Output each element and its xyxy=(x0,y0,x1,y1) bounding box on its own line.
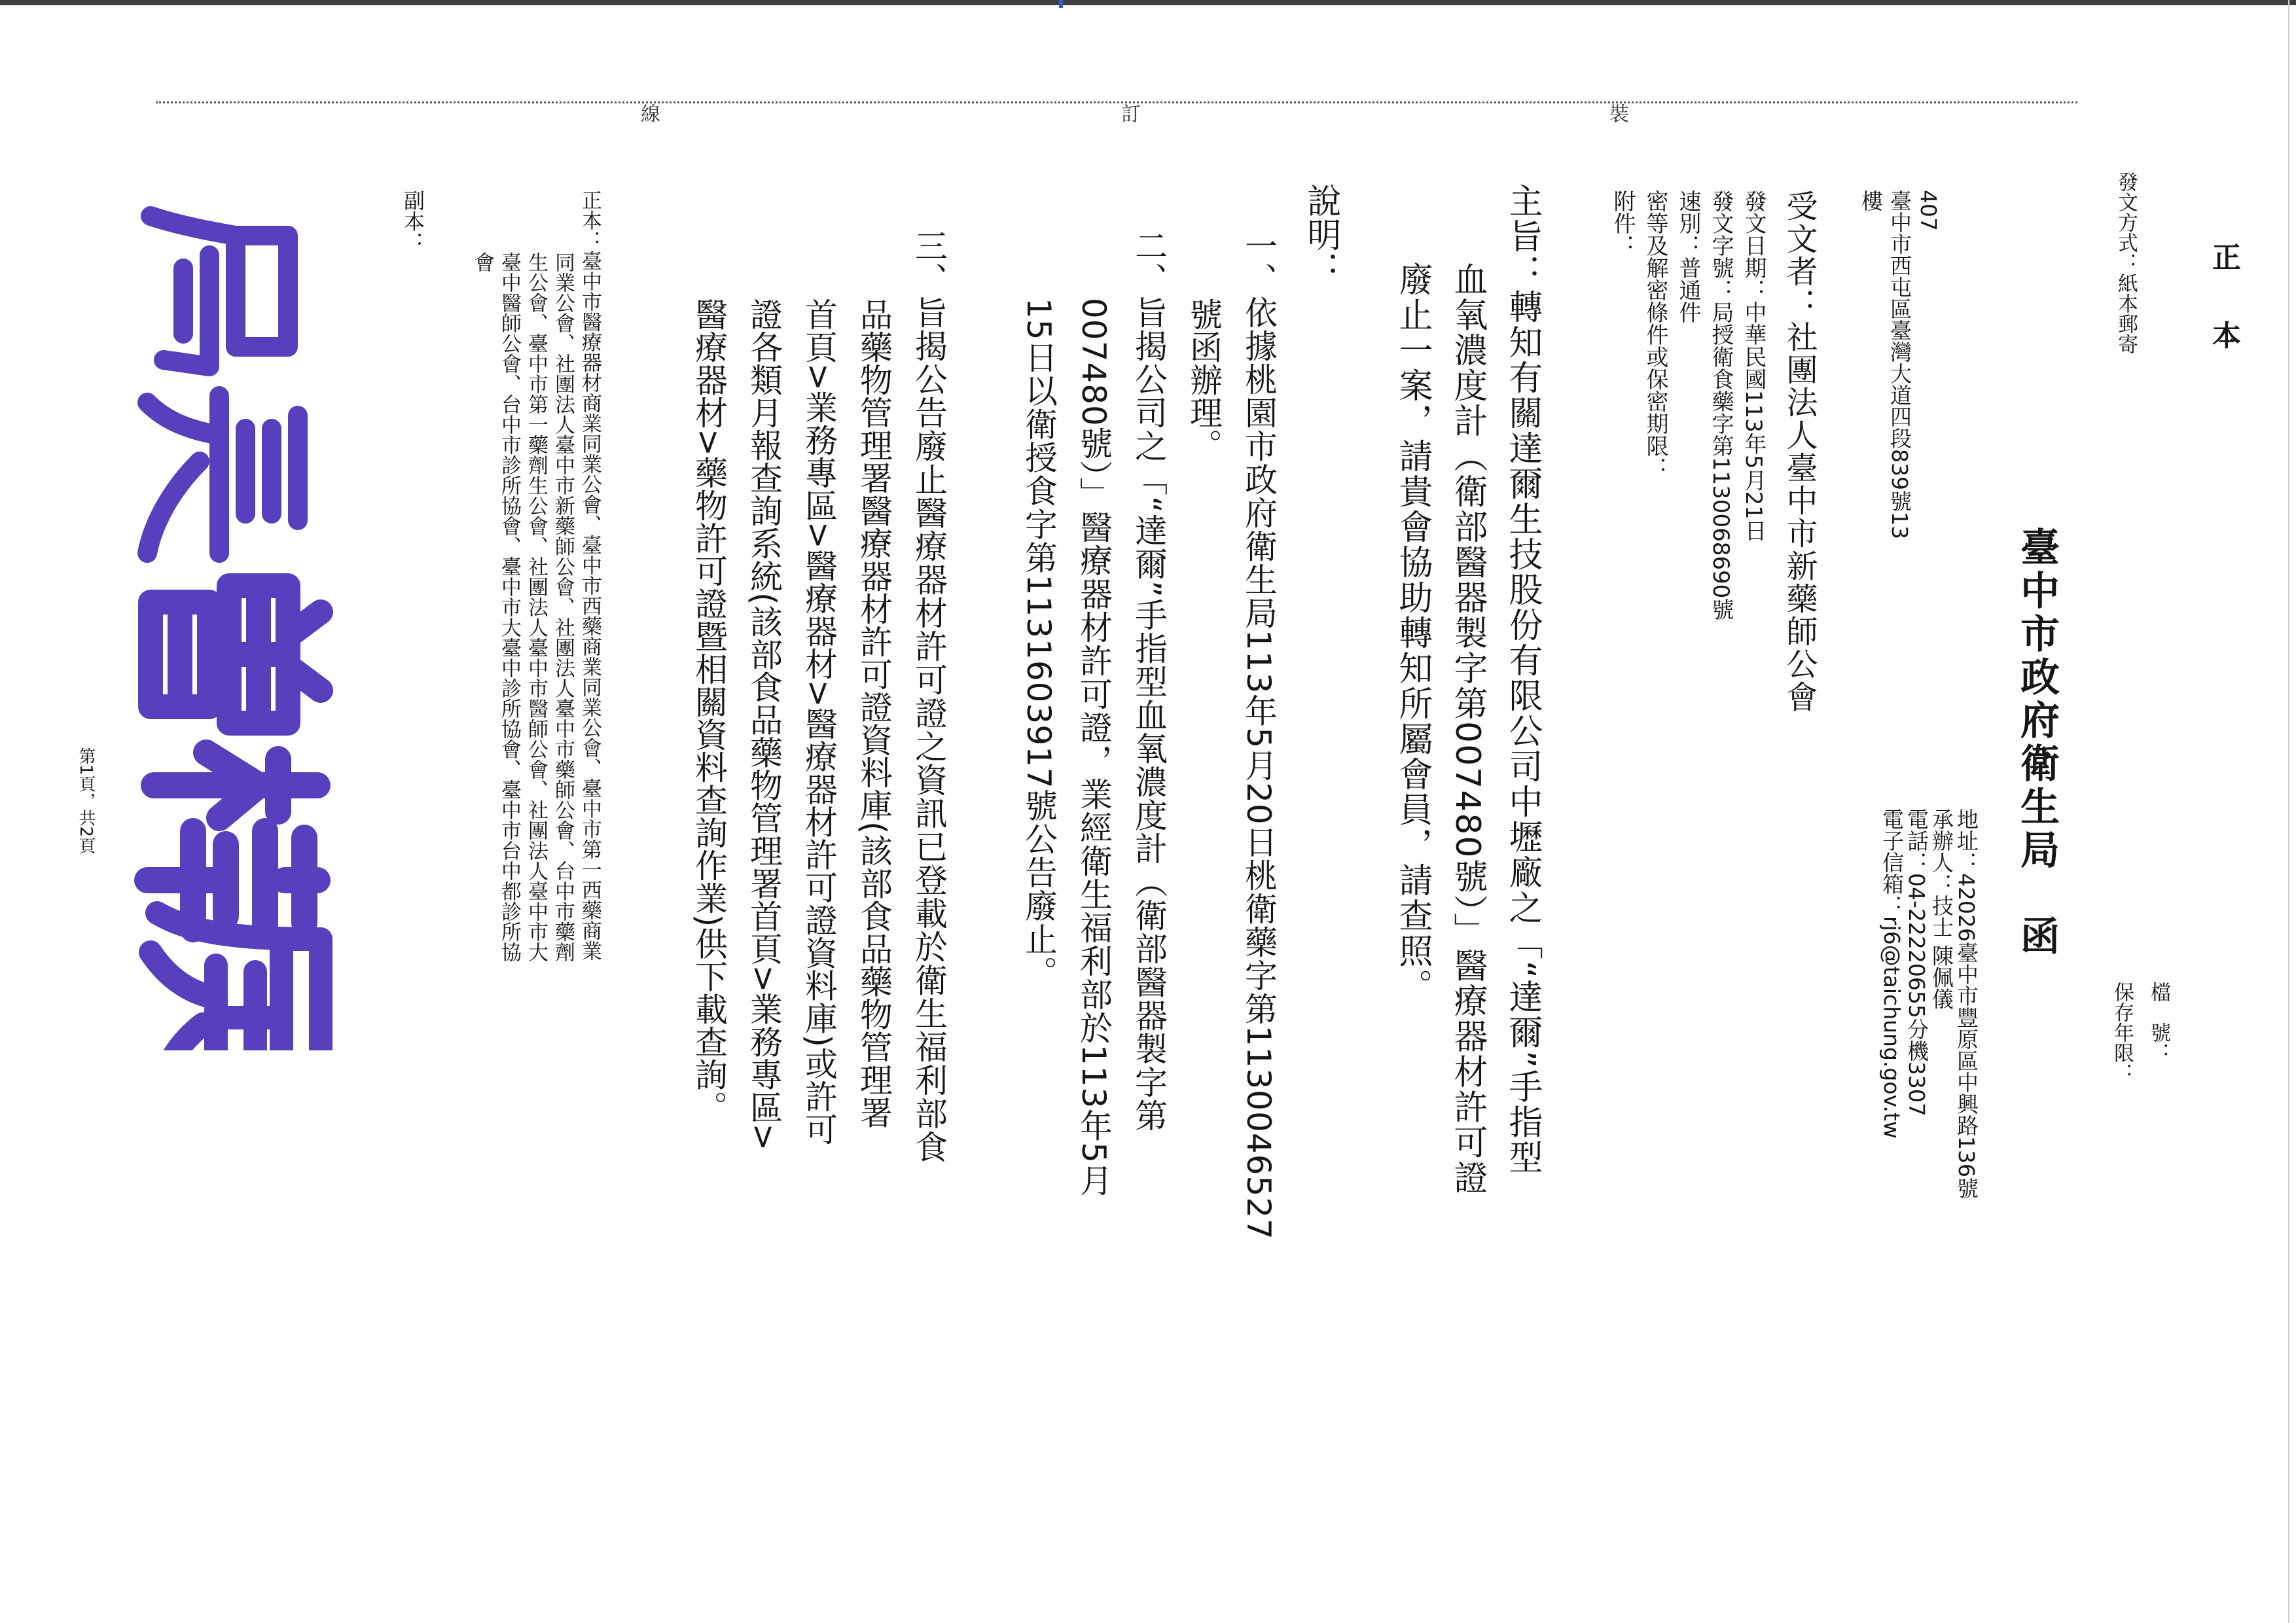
scan-edge-mark xyxy=(1059,0,1063,8)
copy-type: 正 本 xyxy=(2207,242,2240,369)
security-level: 密等及解密條件或保密期限： xyxy=(1642,190,1668,479)
document-title: 臺中市政府衛生局 函 xyxy=(2014,527,2060,959)
phone-number: 電話：04-22220655分機3307 xyxy=(1904,808,1929,1116)
retention-period: 保存年限： xyxy=(2110,982,2134,1083)
director-seal-stamp xyxy=(92,187,367,1050)
page-indicator: 第1頁，共2頁 xyxy=(76,747,96,855)
document-number: 發文字號：局授衛食藥字第1130068690號 xyxy=(1708,190,1734,621)
explanation-line-4: 007480號）」醫療器材許可證，業經衛生福利部於113年5月 xyxy=(1075,298,1113,1198)
recipient-address-line1: 臺中市西屯區臺灣大道四段839號13 xyxy=(1887,190,1912,539)
distribution-line-5: 會 xyxy=(471,252,494,272)
explanation-title: 說明： xyxy=(1301,183,1340,285)
attachment: 附件： xyxy=(1609,190,1636,257)
seal-char-2 xyxy=(147,396,298,553)
distribution-line-3: 生公會、臺中市第一藥劑生公會、社團法人臺中市醫師公會、社團法人臺中市大 xyxy=(524,252,548,962)
subject-line-1: 主旨：轉知有關達爾生技股份有限公司中壢廠之「“達爾”手指型 xyxy=(1503,183,1542,1175)
explanation-line-10: 醫療器材>藥物許可證暨相關資料查詢作業)供下載查詢。 xyxy=(690,298,728,1124)
explanation-line-6: 三、旨揭公告廢止醫療器材許可證之資訊已登載於衛生福利部食 xyxy=(910,229,948,1164)
copy-recipients: 副本： xyxy=(401,190,425,253)
dispatch-method: 發文方式：紙本郵寄 xyxy=(2114,171,2138,354)
distribution-line-1: 正本：臺中市醫療器材商業同業公會、臺中市西藥商業同業公會、臺中市第一西藥商業 xyxy=(578,190,601,961)
explanation-line-9: 證各類月報查詢系統(該部食品藥物管理署首頁>業務專區> xyxy=(745,298,783,1151)
explanation-line-2: 號函辦理。 xyxy=(1185,298,1223,461)
file-number: 檔 號： xyxy=(2147,982,2170,1063)
subject-line-3: 廢止一案，請貴會協助轉知所屬會員，請查照。 xyxy=(1393,262,1432,1004)
subject-line-2: 血氧濃度計（衛部醫器製字第007480號）」醫療器材許可證 xyxy=(1448,262,1487,1196)
recipient-zip: 407 xyxy=(1916,190,1941,231)
distribution-line-4: 臺中醫師公會、台中市診所協會、臺中市大臺中診所協會、臺中市台中都診所協 xyxy=(497,252,521,962)
seal-char-3 xyxy=(151,586,321,723)
email-address: 電子信箱：rj6@taichung.gov.tw xyxy=(1879,808,1905,1139)
recipient: 受文者：社團法人臺中市新藥師公會 xyxy=(1781,190,1818,713)
recipient-address-line2: 樓 xyxy=(1858,190,1884,211)
contact-person: 承辦人：技士 陳佩儀 xyxy=(1929,808,1954,1010)
explanation-line-1: 一、依據桃園市政府衛生局113年5月20日桃衛藥字第1130046527 xyxy=(1240,229,1278,1240)
binding-mark-2: 訂 xyxy=(1117,103,1140,123)
scan-right-edge xyxy=(2288,0,2289,1623)
explanation-line-7: 品藥物管理署醫療器材許可證資料庫(該部食品藥物管理署 xyxy=(855,298,893,1129)
explanation-line-8: 首頁>業務專區>醫療器材>醫療器材許可證資料庫)或許可 xyxy=(800,298,838,1146)
seal-char-4 xyxy=(147,753,317,929)
issue-date: 發文日期：中華民國113年5月21日 xyxy=(1740,190,1767,542)
delivery-speed: 速別：普通件 xyxy=(1675,190,1701,323)
binding-mark-1: 裝 xyxy=(1605,103,1628,123)
explanation-line-5: 15日以衛授食字第1131603917號公告廢止。 xyxy=(1020,298,1058,990)
distribution-line-2: 同業公會、社團法人臺中市新藥師公會、社團法人臺中市藥師公會、台中市藥劑 xyxy=(551,252,575,962)
agency-address: 地址：42026臺中市豐原區中興路136號 xyxy=(1954,808,1979,1199)
scan-edge-line xyxy=(0,0,2296,5)
seal-char-1 xyxy=(151,216,288,366)
explanation-line-3: 二、旨揭公司之「“達爾”手指型血氧濃度計（衛部醫器製字第 xyxy=(1130,229,1168,1132)
binding-mark-3: 線 xyxy=(637,103,660,123)
seal-char-5 xyxy=(151,913,321,1050)
